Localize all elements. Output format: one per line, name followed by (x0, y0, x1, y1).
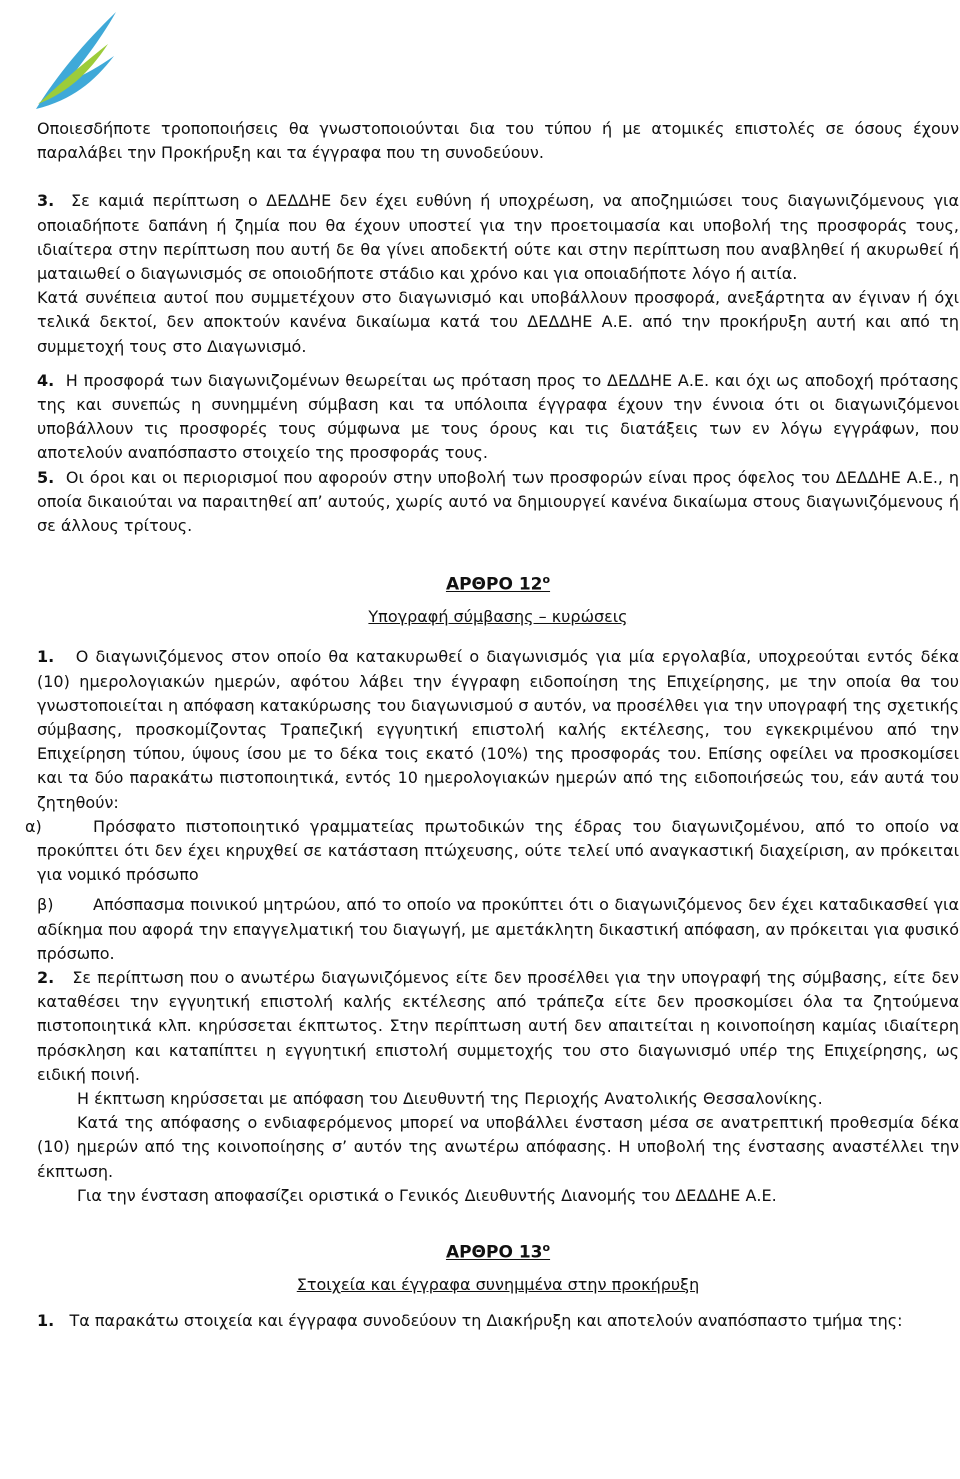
article-13-paragraph-1: 1. Τα παρακάτω στοιχεία και έγγραφα συνοδεύουν τη Διακήρυξη και αποτελούν αναπόσπαστο τμήμα της: (37, 1311, 903, 1331)
item-3-number: 3. (37, 191, 55, 211)
item-4-text: Η προσφορά των διαγωνιζομένων θεωρείται ως πρόταση προς το ΔΕΔΔΗΕ Α.Ε. και όχι ως αποδοχή πρότασης της και συνεπώς η συνημμένη σύμβαση και τα υπόλοιπα έγγραφα έχουν την έννοια ότι οι διαγωνιζόμενοι υποβάλλουν τις προσφορές τους σύμφωνα με τους όρους και τις διατάξεις των εν λόγω εγγράφων, που αποτελούν αναπόσπαστο στοιχείο της προσφοράς τους. (37, 370, 960, 463)
article-12-paragraph-5: Για την ένσταση αποφασίζει οριστικά ο Γενικός Διευθυντής Διανομής του ΔΕΔΔΗΕ Α.Ε. (77, 1185, 777, 1205)
article-12-item-a: α) Πρόσφατο πιστοποιητικό γραμματείας πρωτοδικών της έδρας του διαγωνιζομένου, από το οποίο να προκύπτει ότι δεν έχει κηρυχθεί σε κατάσταση πτώχευσης, ούτε τελεί υπό αναγκαστική διαχείριση, αν πρόκειται για νομικό πρόσωπο (25, 816, 959, 885)
article-12-paragraph-1: 1. Ο διαγωνιζόμενος στον οποίο θα κατακυρωθεί ο διαγωνισμός για μία εργολαβία, υποχρεούται εντός δέκα (10) ημερολογιακών ημερών, αφότου λάβει την έγγραφη ειδοποίηση της Επιχείρησης, με την οποία θα του γνωστοποιείται η απόφαση κατακύρωσης του διαγωνισμού σ αυτόν, να προσέλθει για την υπογραφή της σχετικής σύμβασης, προσκομίζοντας Τραπεζική εγγυητική επιστολή καλής εκτέλεσης, του εγκεκριμένου από την Επιχείρηση τύπου, ύψους ίσου με το δέκα τοις εκατό (10%) της προσφοράς του. Επίσης οφείλει να προσκομίσει και τα δύο παρακάτω πιστοποιητικά, εντός 10 ημερολογιακών ημερών από της ειδοποιήσεώς του, εάν αυτά του ζητηθούν: (37, 647, 959, 812)
item-3-text: Σε καμιά περίπτωση ο ΔΕΔΔΗΕ δεν έχει ευθύνη ή υποχρέωση, να αποζημιώσει τους διαγωνιζόμενους για οποιαδήποτε δαπάνη ή ζημία που θα έχουν υποστεί για την προετοιμασία και υποβολή της προσφοράς τους, ιδιαίτερα στην περίπτωση που αυτή δε θα γίνει αποδεκτή ούτε και στην περίπτωση που αναβληθεί ή ακυρωθεί ή ματαιωθεί ο διαγωνισμός σε οποιοδήποτε στάδιο και χρόνο και για οποιαδήποτε λόγο ή αιτία. (37, 191, 959, 284)
item-4-number: 4. (37, 370, 55, 390)
article-13-subtitle: Στοιχεία και έγγραφα συνημμένα στην προκήρυξη (296, 1274, 700, 1294)
company-logo (28, 4, 118, 114)
article-13-title: ΑΡΘΡΟ $13^o$ (445, 1240, 551, 1263)
article-12-title: ΑΡΘΡΟ $12^o$ (445, 573, 551, 595)
article-12-paragraph-4: Κατά της απόφασης ο ενδιαφερόμενος μπορεί να υποβάλλει ένσταση μέσα σε ανατρεπτική προθεσμία δέκα (10) ημερών από της κοινοποίησης σ’ αυτόν της ανωτέρω απόφασης. Η υποβολή της ένστασης αναστέλλει την έκπτωση. (37, 1113, 959, 1181)
document-body (25, 117, 960, 1333)
item-5 (37, 466, 959, 539)
item-4 (37, 369, 959, 466)
article-12-subtitle: Υπογραφή σύμβασης – κυρώσεις (368, 607, 628, 627)
article-12-item-b: β) Απόσπασμα ποινικού μητρώου, από το οποίο να προκύπτει ότι ο διαγωνιζόμενος δεν έχει καταδικασθεί για αδίκημα που αφορά την επαγγελματική του διαγωγή, με αμετάκλητη δικαστική απόφαση, αν πρόκειται για φυσικό πρόσωπο. (37, 895, 959, 963)
item-5-text: Οι όροι και οι περιορισμοί που αφορούν στην υποβολή των προσφορών είναι προς όφελος του ΔΕΔΔΗΕ Α.Ε., η οποία δικαιούται να παραιτηθεί απ’ αυτούς, χωρίς αυτό να δημιουργεί κανένα δικαίωμα στους διαγωνιζόμενους ή σε άλλους τρίτους. (37, 467, 960, 536)
intro-paragraph: Οποιεσδήποτε τροποποιήσεις θα γνωστοποιούνται δια του τύπου ή με ατομικές επιστολές σε όσους έχουν παραλάβει την Προκήρυξη και τα έγγραφα που τη συνοδεύουν. (37, 119, 959, 163)
item-3-text-2: Κατά συνέπεια αυτοί που συμμετέχουν στο διαγωνισμό και υποβάλλουν προσφορά, ανεξάρτητα αν έγιναν ή όχι τελικά δεκτοί, δεν αποκτούν κανένα δικαίωμα κατά του ΔΕΔΔΗΕ Α.Ε. από την προκήρυξη αυτή και από τη συμμετοχή τους στο Διαγωνισμό. (37, 288, 959, 356)
item-3 (37, 189, 959, 286)
item-5-number: 5. (37, 467, 55, 487)
article-12-paragraph-2: 2. Σε περίπτωση που ο ανωτέρω διαγωνιζόμενος είτε δεν προσέλθει για την υπογραφή της σύμβασης, είτε δεν καταθέσει την εγγυητική επιστολή καλής εκτέλεσης από τράπεζα είτε δεν προσκομίσει όλα τα ζητούμενα πιστοποιητικά κλπ. κηρύσσεται έκπτωτος. Στην περίπτωση αυτή δεν απαιτείται η κοινοποίηση καμίας ιδιαίτερη πρόσκληση και καταπίπτει η εγγυητική επιστολή συμμετοχής του στο διαγωνισμό υπέρ της Επιχείρησης, ως ειδική ποινή. (37, 967, 959, 1084)
article-12-paragraph-3: Η έκπτωση κηρύσσεται με απόφαση του Διευθυντή της Περιοχής Ανατολικής Θεσσαλονίκης. (77, 1088, 823, 1108)
